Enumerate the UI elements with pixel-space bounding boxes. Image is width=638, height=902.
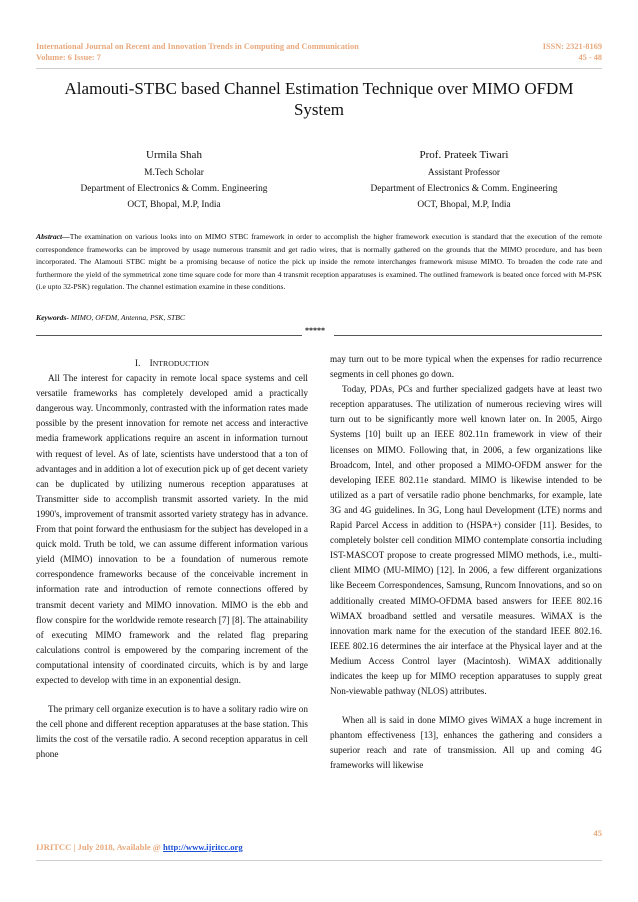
author-dept: Department of Electronics & Comm. Engineering [80,184,268,194]
separator-left [36,335,302,336]
keywords [36,313,185,322]
issn: ISSN: 2321-8169 [542,42,602,51]
volume-issue: Volume: 6 Issue: 7 [36,53,101,62]
keywords-text: MIMO, OFDM, Antenna, PSK, STBC [68,313,185,322]
section-heading [36,356,308,371]
keywords-label: Keywords- [36,313,69,322]
header-rule [36,68,602,69]
left-column [36,356,308,762]
abstract [36,231,602,294]
abstract-label: Abstract— [36,232,70,241]
author-block-2 [334,145,594,213]
section-number: I. [135,358,141,368]
author-role: Assistant Professor [427,168,501,178]
abstract-text: The examination on various looks into on MIMO STBC framework in order to accomplish the higher framework execution is standard that the execution of the remote correspondence frameworks can be improved by usage numerous transmit and get radio wires, that is normally gathered on the grounds that the MIMO procedure, and has been incorporated. The Alamouti STBC might be a promising because of notice the pick up inside the remote interchanges framework misuse MIMO. To broaden the code rate and furthermore the yield of the symmetrical zone time square code for more than 4 transmit reception apparatuses is examined. The outlined framework is beated once forced with M-PSK (i.e upto 32-PSK) regulation. The channel estimation examine in these conditions. [36,232,602,292]
author-block-1 [44,145,304,213]
journal-link[interactable]: http://www.ijritcc.org [162,842,243,852]
author-name: Urmila Shah [146,149,202,161]
author-inst: OCT, Bhopal, M.P, India [417,200,511,210]
right-column [330,352,602,774]
paragraph: may turn out to be more typical when the expenses for radio recurrence segments in cell phones go down. [330,354,602,380]
paper-title: Alamouti-STBC based Channel Estimation Technique over MIMO OFDM System [64,79,574,119]
separator-right [334,335,602,336]
section-title-initial: I [149,358,153,368]
separator-stars: ***** [305,326,325,335]
author-dept: Department of Electronics & Comm. Engineering [370,184,558,194]
paragraph: All The interest for capacity in remote local space systems and cell versatile frameworks has completely developed amid a practically dangerous way. Uncommonly, contrasted with the information rates made possible by the present innovation for remote net access and interactive media framework applications require an ascent in information turnout with request of level. As of late, scientists have understood that a ton of advantages and in addition a lot of execution pick up of get decent variety can be duplicated by utilizing numerous reception apparatuses at Transmitter side to accomplish transmit assorted variety. In the mid 1990's, improvement of transmit assorted variety strategy has in advance. From that point forward the enthusiasm for the subject has developed in a quick mold. Truth be told, we can assume different information various yield (MIMO) innovation to be a foundation of numerous remote correspondence frameworks because of the conceivable increment in information rate and introduction of remote connections offered by transmit decent variety and MIMO innovation. MIMO is the ebb and flow conspire for the worldwide remote research [7] [8]. The attainability of executing MIMO framework and the related flag preparing calculations control is empowered by the comparing increment of the computational intensity of coordinated circuits, which is by and large expected to develop with time in an exponential design. [36,373,308,685]
footer-text: IJRITCC | July 2018, Available @ [36,842,163,852]
paragraph: The primary cell organize execution is to have a solitary radio wire on the cell phone and different reception apparatuses at the base station. This limits the cost of the versatile radio. A second reception apparatus in cell phone [36,704,308,760]
author-name: Prof. Prateek Tiwari [419,149,509,161]
section-title-rest: NTRODUCTION [152,359,209,368]
page-range: 45 - 48 [578,53,602,62]
paragraph: When all is said in done MIMO gives WiMAX a huge increment in phantom effectiveness [13], enhances the gathering and considers a superior reach and rate of transmission. All up and coming 4G frameworks will likewise [330,715,602,771]
footer [36,842,243,852]
page-number: 45 [593,828,602,838]
paragraph: Today, PDAs, PCs and further specialized gadgets have at least two reception apparatuses. The utilization of numerous recieving wires will turn out to be significantly more well known later on. In 2005, Airgo Systems [10] built up an IEEE 802.11n framework in view of their licenses on MIMO. Following that, in 2006, a few organizations like Broadcom, Intel, and other proposed a MIMO-OFDM answer for the developing IEEE 802.11e standard. MIMO is likewise intended to be utilized as a part of versatile radio phone benchmarks, for example, late 3G and 4G guidelines. In 3G, Long haul Development (LTE) norms and Rapid Parcel Access in addition to (HSPA+) consider [11]. Besides, to completely bolster cell condition MIMO contemplate consortia including IST-MASCOT propose to create progressed MIMO methods, i.e., multi-client MIMO (MU-MIMO) [12]. In 2006, a few different organizations like Beceem Correspondences, Samsung, Runcom Innovations, and so on additionally created MIMO-OFDMA based answers for IEEE 802.16 WiMAX broadband settled and versatile measures. WiMAX is the innovation mark name for the execution of the standard IEEE 802.16. IEEE 802.16 determines the air interface at the Physical layer and at the Medium Access Control layer (Macintosh). WiMAX additionally indicates the keep up for MIMO reception apparatuses to supply great Non-viewable pathway (NLOS) attributes. [330,384,602,697]
footer-rule [36,860,602,861]
author-role: M.Tech Scholar [144,168,204,178]
author-inst: OCT, Bhopal, M.P, India [127,200,221,210]
journal-name: International Journal on Recent and Innovation Trends in Computing and Communication [36,42,359,51]
